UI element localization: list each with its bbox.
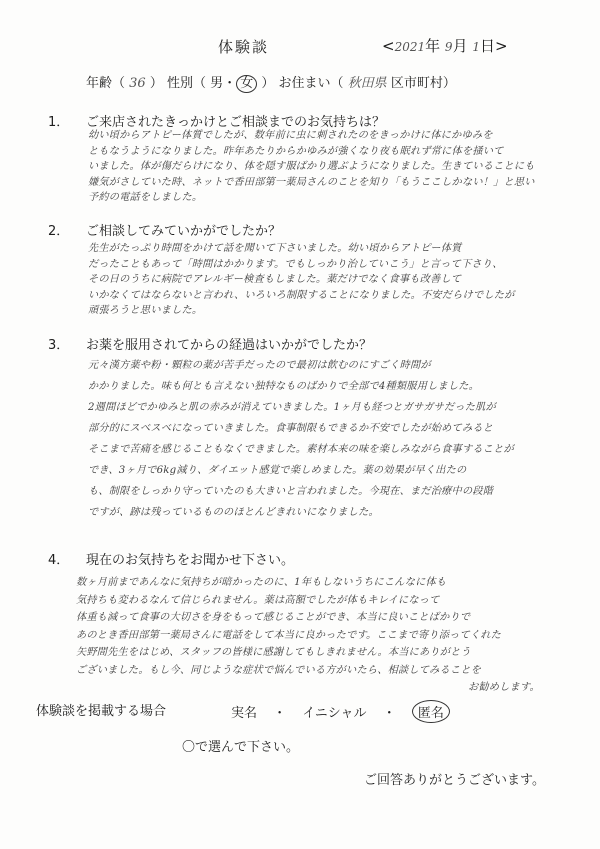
- answer-2-line: その日のうちに病院でアレルギー検査もしました。薬だけでなく食事も改善して: [88, 274, 462, 285]
- question-1-number: 1．: [48, 115, 70, 130]
- option-anonymous-selected[interactable]: 匿名: [412, 700, 450, 723]
- question-2-number: 2．: [48, 224, 70, 239]
- answer-4-line: 体重も減って食事の大切さを身をもって感じることができ、本当に良いことばかりで: [76, 612, 471, 623]
- date-field: [382, 35, 508, 56]
- question-3-number: 3．: [48, 338, 70, 353]
- date-year-suffix: 年: [425, 37, 441, 55]
- document-title: 体験談: [218, 38, 270, 56]
- residence-suffix: 区市町村）: [390, 76, 456, 91]
- date-day-suffix: 日: [480, 37, 496, 55]
- answer-1-line: いました。体が傷だらけになり、体を隠す服ばかり選ぶようになりました。生きていることにも: [88, 161, 535, 172]
- answer-2-line: 頑張ろうと思いました。: [88, 305, 203, 316]
- date-open-bracket: <: [382, 37, 395, 55]
- date-year: 2021: [394, 40, 426, 54]
- profile-row: [86, 72, 456, 93]
- answer-1-line: 嫌気がさしていた時、ネットで香田部第一薬局さんのことを知り「もうここしかない！」と思い: [88, 176, 535, 188]
- answer-3-line: 部分的にスベスベになっていきました。食事制限もできるか不安でしたが始めてみると: [88, 423, 494, 434]
- question-1-text: ご来店されたきっかけとご相談までのお気持ちは？: [86, 115, 386, 130]
- question-4-number: 4．: [48, 553, 70, 568]
- date-month-suffix: 月: [452, 37, 468, 55]
- age-label: 年齢（: [86, 76, 126, 91]
- instruction-text: 〇で選んで下さい。: [182, 740, 300, 755]
- answer-2-line: だったこともあって「時間はかかります。でもしっかり治していこう」と言って下さり、: [88, 258, 503, 270]
- answer-3-line: そこまで苦痛を感じることもなくできました。素材本来の味を楽しみながら食事することが: [88, 444, 514, 455]
- answer-1: [88, 128, 535, 206]
- answer-3-line: でき、3ヶ月で6kg減り、ダイエット感覚で楽しめました。薬の効果が早く出たの: [88, 465, 467, 476]
- answer-3: [88, 355, 514, 523]
- sex-female-circled: 女: [236, 75, 257, 93]
- option-separator: ・: [273, 706, 287, 721]
- sex-close: ）: [261, 76, 275, 91]
- thanks-text: ご回答ありがとうございます。: [364, 773, 545, 788]
- age-value: 36: [129, 76, 146, 91]
- date-month: 9: [444, 40, 453, 54]
- publish-options: [225, 700, 456, 723]
- sex-male: 男: [210, 76, 224, 91]
- answer-1-line: 幼い頃からアトピー体質でしたが、数年前に虫に刺されたのをきっかけに体にかゆみを: [88, 130, 493, 141]
- answer-4-line: お勧めします。: [468, 682, 540, 693]
- question-4-text: 現在のお気持ちをお聞かせ下さい。: [86, 553, 295, 568]
- answer-3-line: かかりました。味も何とも言えない独特なものばかりで全部で4種類服用しました。: [88, 381, 480, 392]
- question-2-text: ご相談してみていかがでしたか？: [86, 224, 282, 239]
- option-separator: ・: [382, 706, 396, 721]
- answer-3-line: 元々漢方薬や粉・顆粒の薬が苦手だったので最初は飲むのにすごく時間が: [88, 360, 431, 371]
- answer-4-line: 数ヶ月前まであんなに気持ちが暗かったのに、1年もしないうちにこんなに体も: [76, 577, 447, 588]
- answer-3-line: も、制限をしっかり守っていたのも大きいと言われました。今現在、まだ治療中の段階: [88, 486, 494, 497]
- answer-4-line: あのとき香田部第一薬局さんに電話をして本当に良かったです。ここまで寄り添ってくれた: [76, 629, 502, 641]
- answer-2: [88, 241, 515, 319]
- answer-4: [76, 574, 540, 697]
- publish-label: 体験談を掲載する場合: [36, 704, 167, 719]
- answer-1-line: ともなうようになりました。昨年あたりからかゆみが強くなり夜も眠れず常に体を掻いて: [88, 145, 504, 157]
- option-real-name[interactable]: 実名: [231, 706, 258, 721]
- question-3-text: お薬を服用されてからの経過はいかがでしたか？: [86, 338, 373, 353]
- date-day: 1: [472, 40, 480, 54]
- answer-4-line: ございました。もし今、同じような症状で悩んでいる方がいたら、相談してみることを: [76, 664, 482, 676]
- date-close-bracket: >: [495, 37, 508, 55]
- answer-3-line: 2週間ほどでかゆみと肌の赤みが消えていきました。1ヶ月も経つとガサガサだった肌が: [88, 402, 496, 413]
- age-close: ）: [149, 76, 163, 91]
- option-initial[interactable]: イニシャル: [302, 706, 367, 721]
- answer-2-line: 先生がたっぷり時間をかけて話を聞いて下さいました。幼い頃からアトピー体質: [88, 243, 462, 254]
- answer-4-line: 気持ちも変わるなんて信じられません。薬は高額でしたが体もキレイになって: [76, 594, 440, 606]
- answer-2-line: いかなくてはならないと言われ、いろいろ制限することになりました。不安だらけでしたが: [88, 289, 515, 301]
- residence-label: お住まい（: [278, 76, 344, 91]
- sex-dot: ・: [223, 76, 237, 91]
- residence-value: 秋田県: [347, 76, 387, 91]
- answer-3-line: ですが、跡は残っているもののほとんどきれいになりました。: [88, 507, 379, 518]
- answer-4-line: 矢野間先生をはじめ、スタッフの皆様に感謝してもしきれません。本当にありがとう: [76, 647, 471, 658]
- answer-1-line: 予約の電話をしました。: [88, 192, 203, 203]
- sex-label: 性別（: [167, 76, 207, 91]
